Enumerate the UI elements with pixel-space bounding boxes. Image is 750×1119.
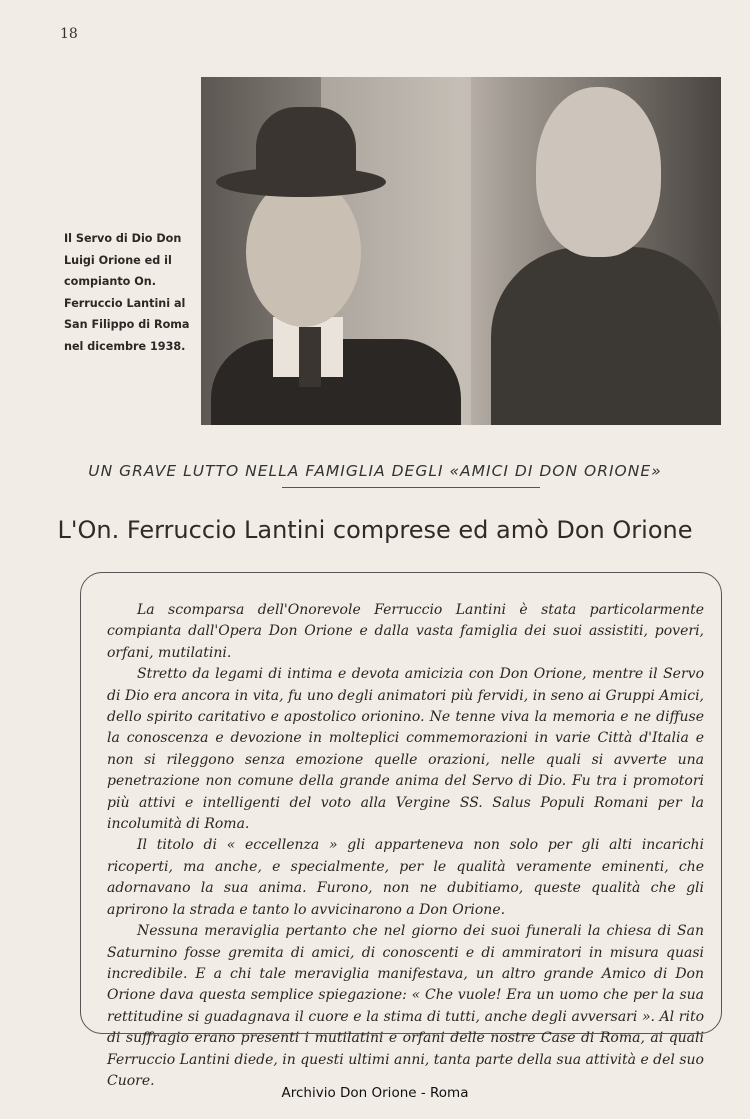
paragraph: La scomparsa dell'Onorevole Ferruccio Lantini è stata particolarmente compianta dall'Opera Don Orione e dalla vasta famiglia dei suoi assistiti, poveri, orfani, mutilatini. (107, 602, 704, 661)
article-headline: L'On. Ferruccio Lantini comprese ed amò Don Orione (57, 516, 693, 544)
paragraph: Il titolo di « eccellenza » gli apparteneva non solo per gli alti incarichi ricoperti, ma anche, e specialmente, per le qualità veramente eminenti, che adornavano la sua anima. Furono, non ne dubitiamo, queste qualità che gli aprirono la strada e tanto lo avvicinarono a Don Orione. (107, 837, 704, 918)
paragraph: Stretto da legami di intima e devota amicizia con Don Orione, mentre il Servo di Dio era ancora in vita, fu uno degli animatori più fervidi, in seno ai Gruppi Amici, dello spirito caritativo e apostolico orionino. Ne tenne viva la memoria e ne diffuse la conoscenza e devozione in molteplici commemorazioni in varie Città d'Italia e non si rileggono senza emozione quelle orazioni, nelle quali si avverte una penetrazione non comune della grande anima del Servo di Dio. Fu tra i promotori più attivi e intelligenti del voto alla Vergine SS. Salus Populi Romani per la incolumità di Roma. (107, 666, 704, 833)
article-body (107, 600, 704, 1092)
paragraph: Nessuna meraviglia pertanto che nel giorno dei suoi funerali la chiesa di San Saturnino fosse gremita di amici, di conoscenti e di ammiratori in misura quasi incredibile. E a chi tale meraviglia manifestava, un altro grande Amico di Don Orione dava questa semplice spiegazione: « Che vuole! Era un uomo che per la sua rettitudine si guadagnava il cuore e la stima di tutti, anche degli avversari ». Al rito di suffragio erano presenti i mutilatini e orfani delle nostre Case di Roma, ai quali Ferruccio Lantini diede, in questi ultimi anni, tanta parte della sua attività e del suo Cuore. (107, 923, 704, 1089)
archive-footer: Archivio Don Orione - Roma (281, 1085, 469, 1101)
page-number: 18 (60, 26, 78, 42)
photo-don-orione-lantini (201, 77, 721, 425)
article-kicker: UN GRAVE LUTTO NELLA FAMIGLIA DEGLI «AMICI DI DON ORIONE» (88, 462, 662, 480)
photo-caption: Il Servo di Dio Don Luigi Orione ed il compianto On. Ferruccio Lantini al San Filippo di Roma nel dicembre 1938. (64, 232, 190, 353)
photo-don-orione-figure (491, 247, 721, 425)
kicker-underline (282, 487, 540, 488)
